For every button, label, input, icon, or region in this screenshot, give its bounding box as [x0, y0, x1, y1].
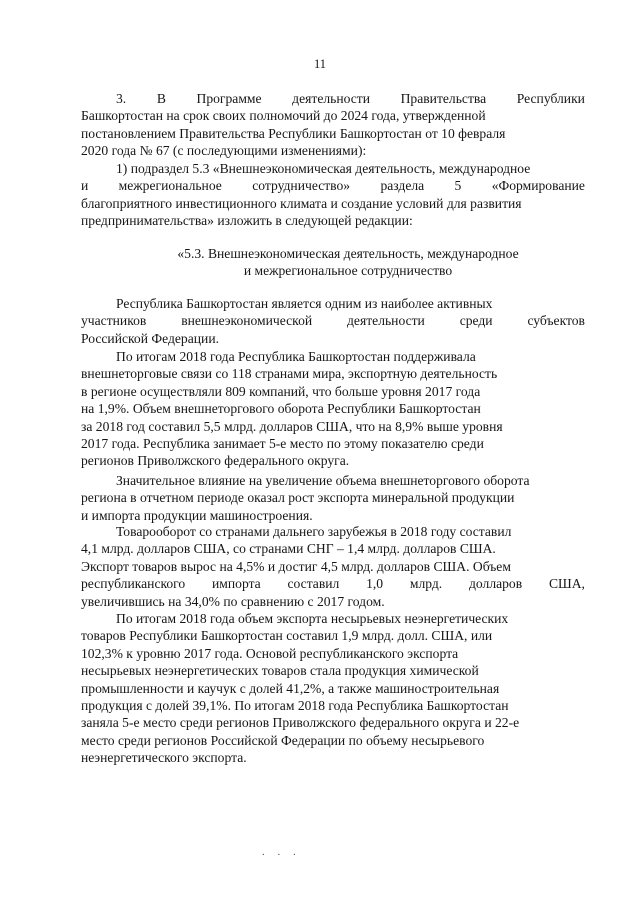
text-line: и импорта продукции машиностроения. — [81, 507, 313, 523]
text-line: благоприятного инвестиционного климата и создание условий для развития — [81, 195, 522, 211]
text-line: промышленности и каучук с долей 41,2%, а также машиностроительная — [81, 680, 500, 696]
text-line: увеличившись на 34,0% по сравнению с 2017 годом. — [81, 593, 385, 609]
item-3-paragraph — [81, 90, 585, 160]
text-line: на 1,9%. Объем внешнеторгового оборота Республики Башкортостан — [81, 401, 481, 417]
paragraph-non-resource-export — [81, 610, 585, 767]
text-line: Республика Башкортостан является одним из наиболее активных — [116, 296, 493, 311]
page-number: 11 — [313, 57, 327, 71]
text-line: Экспорт товаров вырос на 4,5% и достиг 4,5 млрд. долларов США. Объем — [81, 558, 511, 574]
text-line: постановлением Правительства Республики Башкортостан от 10 февраля — [81, 125, 506, 141]
text-line: товаров Республики Башкортостан составил 1,9 млрд. долл. США, или — [81, 628, 493, 644]
text-line: внешнеторговые связи со 118 странами мира, экспортную деятельность — [81, 366, 498, 382]
text-line: республиканского импорта составил 1,0 млрд. долларов США, — [81, 576, 585, 592]
text-line: Российской Федерации. — [81, 330, 219, 346]
text-line: 2017 года. Республика занимает 5-е место по этому показателю среди — [81, 435, 484, 451]
text-line: 2020 года № 67 (с последующими изменениями): — [81, 143, 367, 159]
text-line: заняла 5-е место среди регионов Приволжского федерального округа и 22-е — [81, 715, 520, 731]
text-line: Башкортостан на срок своих полномочий до 2024 года, утвержденной — [81, 108, 486, 124]
paragraph-participation — [81, 295, 585, 347]
section-heading — [96, 245, 600, 280]
text-line: участников внешнеэкономической деятельности среди субъектов — [81, 313, 585, 329]
paragraph-influence — [81, 472, 585, 524]
section-heading-line-1: «5.3. Внешнеэкономическая деятельность, международное — [177, 246, 519, 261]
text-line: 3. В Программе деятельности Правительства Республики — [116, 91, 585, 106]
text-line: место среди регионов Российской Федерации по объему несырьевого — [81, 732, 485, 748]
text-line: По итогам 2018 года Республика Башкортостан поддерживала — [116, 349, 476, 364]
text-line: за 2018 год составил 5,5 млрд. долларов США, что на 8,9% выше уровня — [81, 418, 503, 434]
text-line: 102,3% к уровню 2017 года. Основой республиканского экспорта — [81, 645, 459, 661]
text-line: предпринимательства» изложить в следующей редакции: — [81, 213, 413, 229]
text-line: По итогам 2018 года объем экспорта несырьевых неэнергетических — [116, 611, 509, 626]
text-line: и межрегиональное сотрудничество» раздела 5 «Формирование — [81, 178, 585, 194]
subitem-1-paragraph — [81, 160, 585, 230]
paragraph-2018-results — [81, 348, 585, 470]
text-line: несырьевых неэнергетических товаров стала продукция химической — [81, 663, 479, 679]
text-line: регионов Приволжского федерального округа. — [81, 453, 350, 469]
text-line: продукция с долей 39,1%. По итогам 2018 года Республика Башкортостан — [81, 697, 509, 713]
footer-marks: . . . — [262, 846, 301, 858]
text-line: 1) подраздел 5.3 «Внешнеэкономическая деятельность, международное — [116, 161, 531, 176]
text-line: 4,1 млрд. долларов США, со странами СНГ – 1,4 млрд. долларов США. — [81, 541, 496, 557]
text-line: Значительное влияние на увеличение объема внешнеторгового оборота — [116, 473, 530, 488]
text-line: Товарооборот со странами дальнего зарубежья в 2018 году составил — [116, 524, 512, 539]
text-line: неэнергетического экспорта. — [81, 750, 247, 766]
section-heading-line-2: и межрегиональное сотрудничество — [243, 263, 453, 279]
paragraph-trade-turnover — [81, 523, 585, 610]
text-line: в регионе осуществляли 809 компаний, что больше уровня 2017 года — [81, 383, 481, 399]
text-line: региона в отчетном периоде оказал рост экспорта минеральной продукции — [81, 490, 515, 506]
